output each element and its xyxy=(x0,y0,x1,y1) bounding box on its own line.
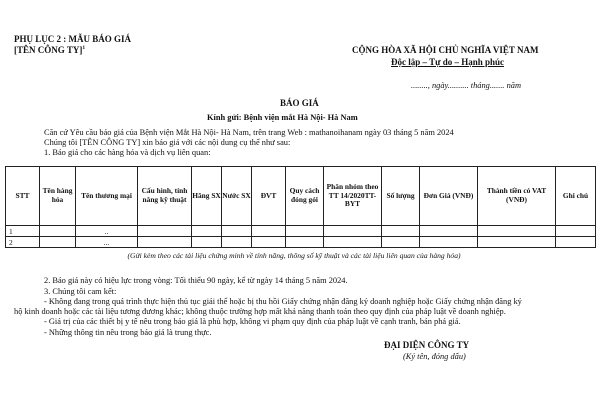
table-cell xyxy=(252,226,286,237)
table-cell xyxy=(138,237,192,248)
column-header: Ghi chú xyxy=(556,167,596,226)
table-cell xyxy=(192,226,222,237)
column-header: Thành tiền có VAT (VNĐ) xyxy=(478,167,556,226)
table-row xyxy=(6,226,596,237)
table-cell xyxy=(192,237,222,248)
column-header: Phân nhóm theo TT 14/2020TT-BYT xyxy=(324,167,382,226)
commit2-text: - Giá trị của các thiết bị y tế nêu trong báo giá là phù hợp, không vi phạm quy định của pháp luật về cạnh tranh, bán phá giá. xyxy=(44,317,461,326)
table-header-row xyxy=(6,167,596,226)
table-cell xyxy=(382,226,420,237)
table-cell xyxy=(286,226,324,237)
table-cell xyxy=(324,226,382,237)
table-row xyxy=(6,237,596,248)
column-header: Cấu hình, tính năng kỹ thuật xyxy=(138,167,192,226)
footnote-mark: 1 xyxy=(82,45,86,51)
column-header: Quy cách đóng gói xyxy=(286,167,324,226)
table-cell: ... xyxy=(76,237,138,248)
table-cell xyxy=(324,237,382,248)
table-cell xyxy=(556,237,596,248)
company-placeholder: [TÊN CÔNG TY]$^1$ xyxy=(14,45,86,55)
date-line: ........, ngày.......... tháng....... năm xyxy=(411,81,522,90)
validity-text: 2. Báo giá này có hiệu lực trong vòng: Tối thiểu 90 ngày, kể từ ngày 14 tháng 5 năm 2024. xyxy=(44,276,348,285)
column-header: Đơn Giá (VNĐ) xyxy=(420,167,478,226)
commit1-line1: - Không đang trong quá trình thực hiện thủ tục giải thể hoặc bị thu hồi Giấy chứng nhận đăng ký doanh nghiệp hoặc Giấy chứng nhận đăng ký xyxy=(44,297,522,306)
doc-title: BÁO GIÁ xyxy=(280,98,319,108)
column-header: Số lượng xyxy=(382,167,420,226)
table-cell xyxy=(556,226,596,237)
column-header: Nước SX xyxy=(222,167,252,226)
table-cell xyxy=(286,237,324,248)
table-cell xyxy=(252,237,286,248)
table-cell: 1 xyxy=(6,226,40,237)
basis-text: Căn cứ Yêu cầu báo giá của Bệnh viện Mắt Hà Nội- Hà Nam, trên trang Web : mathanoihanam ngày 03 tháng 5 năm 2024 xyxy=(44,128,454,137)
quotation-table xyxy=(5,166,596,248)
column-header: Tên hàng hóa xyxy=(40,167,76,226)
item1-text: 1. Báo giá cho các hàng hóa và dịch vụ liên quan: xyxy=(44,148,211,157)
table-cell xyxy=(420,226,478,237)
table-cell: .. xyxy=(76,226,138,237)
table-cell xyxy=(40,226,76,237)
commit3-text: - Những thông tin nêu trong báo giá là trung thực. xyxy=(44,328,212,337)
commit1-line2: hộ kinh doanh hoặc các tài liệu tương đương khác; không thuộc trường hợp mất khả năng thanh toán theo quy định của pháp luật về doanh nghiệp. xyxy=(14,307,506,316)
table-cell xyxy=(138,226,192,237)
table-cell xyxy=(40,237,76,248)
signature-title: ĐẠI DIỆN CÔNG TY xyxy=(384,340,470,350)
intro-text: Chúng tôi [TÊN CÔNG TY] xin báo giá với các nội dung cụ thể như sau: xyxy=(44,138,291,147)
column-header: ĐVT xyxy=(252,167,286,226)
commit-title: 3. Chúng tôi cam kết: xyxy=(44,287,117,296)
greeting: Kính gửi: Bệnh viện mắt Hà Nội- Hà Nam xyxy=(207,113,358,122)
nation-line: CỘNG HÒA XÃ HỘI CHỦ NGHĨA VIỆT NAM xyxy=(352,45,539,55)
table-cell xyxy=(478,226,556,237)
appendix-title: PHỤ LỤC 2 : MẪU BÁO GIÁ xyxy=(14,34,131,44)
table-note: (Gửi kèm theo các tài liệu chứng minh về tính năng, thông số kỹ thuật và các tài liệu liên quan của hàng hóa) xyxy=(127,251,461,260)
table-cell xyxy=(222,226,252,237)
signature-note: (Ký tên, đóng dấu) xyxy=(403,352,466,361)
table-cell xyxy=(382,237,420,248)
table-cell xyxy=(420,237,478,248)
column-header: Tên thương mại xyxy=(76,167,138,226)
column-header: STT xyxy=(6,167,40,226)
motto: Độc lập – Tự do – Hạnh phúc xyxy=(391,57,505,67)
table-cell xyxy=(222,237,252,248)
column-header: Hãng SX xyxy=(192,167,222,226)
table-cell: 2 xyxy=(6,237,40,248)
table-cell xyxy=(478,237,556,248)
